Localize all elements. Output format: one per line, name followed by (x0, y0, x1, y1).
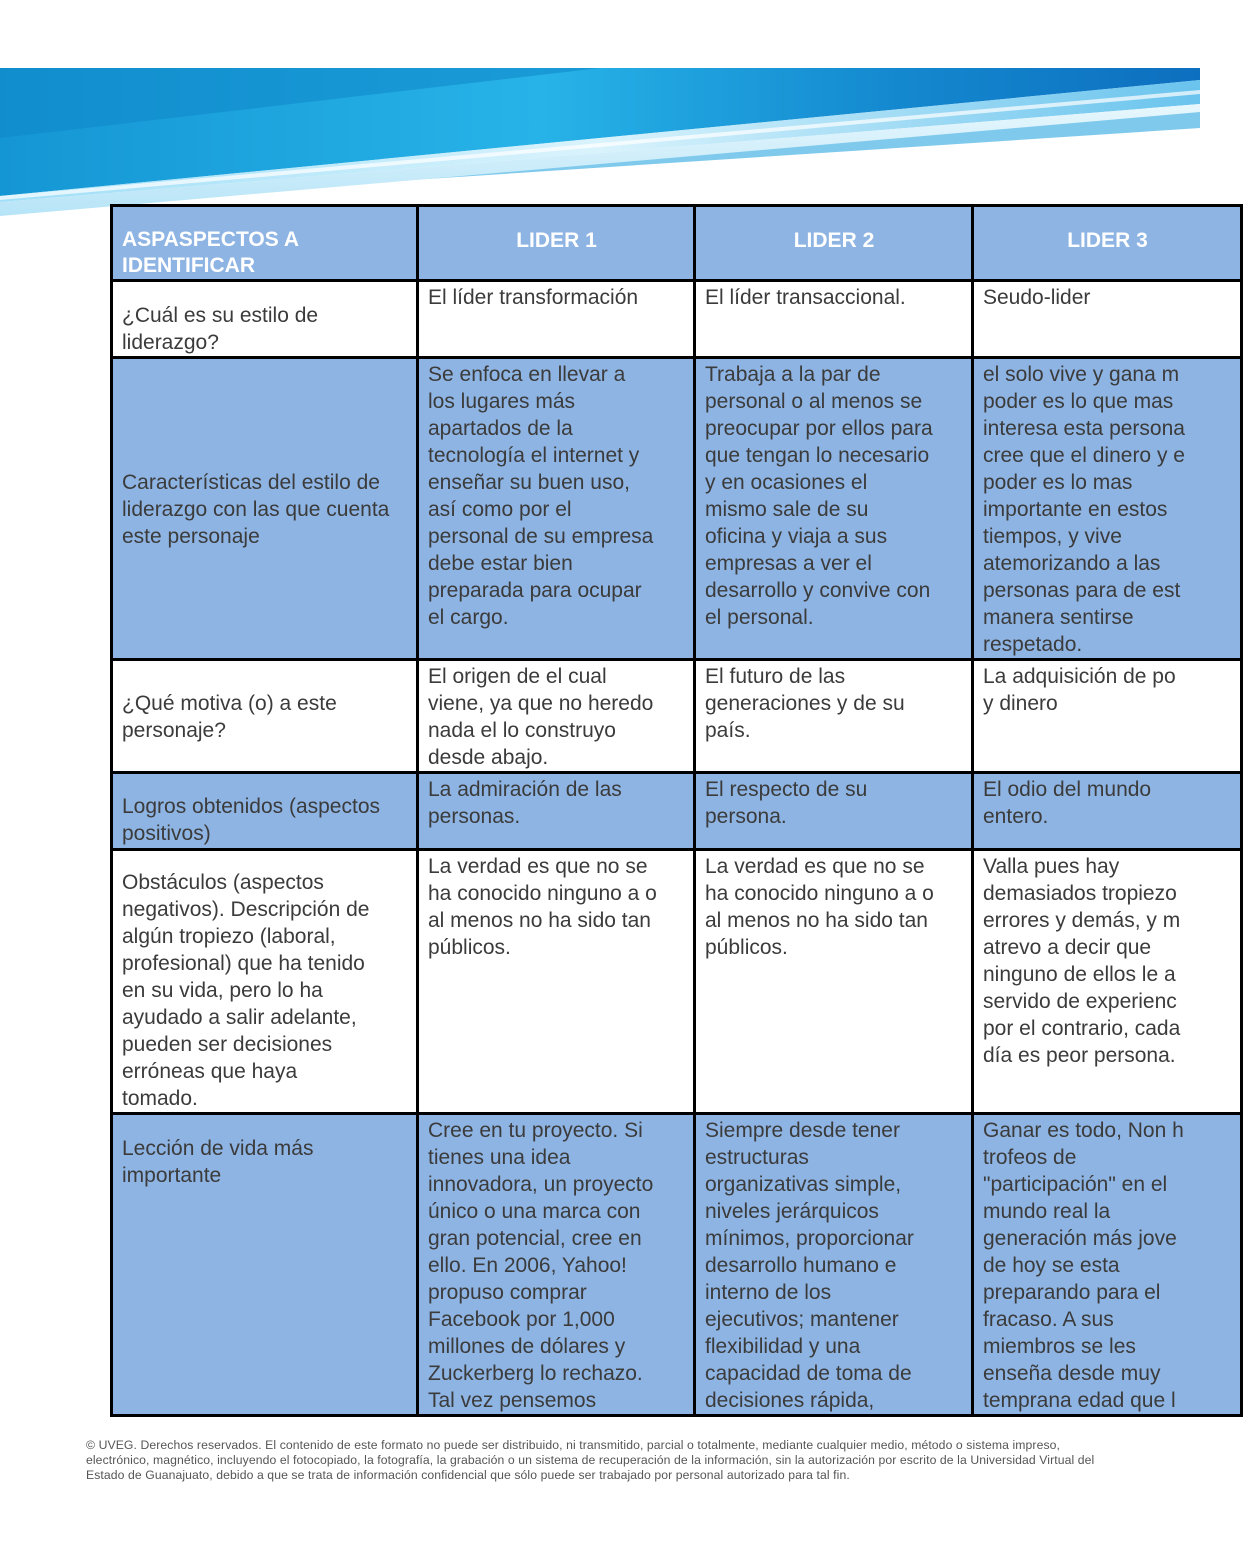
lider2-cell: La verdad es que no se ha conocido ninguno a o al menos no ha sido tan públicos. (695, 850, 973, 1114)
aspect-cell (112, 850, 418, 1114)
lider3-cell: La adquisición de po y dinero (973, 660, 1242, 773)
lider2-cell: Siempre desde tener estructuras organizativas simple, niveles jerárquicos mínimos, proporcionar desarrollo humano e interno de los ejecutivos; mantener flexibilidad y una capacidad de toma de decisiones rápida, (695, 1114, 973, 1416)
lider3-cell: Ganar es todo, Non h trofeos de "participación" en el mundo real la generación más jove de hoy se esta preparando para el fracaso. A sus miembros se les enseña desde muy temprana edad que l (973, 1114, 1242, 1416)
aspect-text: ¿Cuál es su estilo de liderazgo? (122, 304, 319, 354)
leaders-table-container (110, 204, 1200, 1412)
lider3-cell: El odio del mundo entero. (973, 773, 1242, 850)
table-row (112, 660, 1242, 773)
header-lider-2: LIDER 2 (695, 206, 973, 281)
table-row (112, 358, 1242, 660)
aspect-text: Lección de vida más importante (122, 1137, 314, 1187)
lider1-cell: El origen de el cual viene, ya que no heredo nada el lo construyo desde abajo. (418, 660, 695, 773)
lider2-cell: El respecto de su persona. (695, 773, 973, 850)
lider3-cell: Seudo-lider (973, 281, 1242, 358)
aspect-cell (112, 281, 418, 358)
table-row (112, 850, 1242, 1114)
header-lider-3: LIDER 3 (973, 206, 1242, 281)
aspect-text: Obstáculos (aspectos negativos). Descripción de algún tropiezo (laboral, profesional) que ha tenido en su vida, pero lo ha ayudado a salir adelante, pueden ser decisiones erróneas que haya tomado. (122, 871, 370, 1110)
aspect-cell: Características del estilo de liderazgo con las que cuenta este personaje (112, 358, 418, 660)
lider1-cell: El líder transformación (418, 281, 695, 358)
aspect-text: Logros obtenidos (aspectos positivos) (122, 795, 380, 845)
copyright-footer: © UVEG. Derechos reservados. El contenido de este formato no puede ser distribuido, ni transmitido, parcial o totalmente, mediante cualquier medio, método o sistema impreso, electrónico, magnético, incluyendo el fotocopiado, la fotografía, la grabación o un sistema de recuperación de la información, sin la autorización por escrito de la Universidad Virtual del Estado de Guanajuato, debido a que se trata de información confidencial que sólo puede ser trabajado por personal autorizado para tal fin. (86, 1438, 1095, 1482)
lider1-cell: Cree en tu proyecto. Si tienes una idea innovadora, un proyecto único o una marca con gran potencial, cree en ello. En 2006, Yahoo! propuso comprar Facebook por 1,000 millones de dólares y Zuckerberg lo rechazo. Tal vez pensemos (418, 1114, 695, 1416)
table-header-row (112, 206, 1242, 281)
lider3-cell: Valla pues hay demasiados tropiezo errores y demás, y m atrevo a decir que ninguno de ellos le a servido de experienc por el contrario, cada día es peor persona. (973, 850, 1242, 1114)
lider1-cell: La verdad es que no se ha conocido ninguno a o al menos no ha sido tan públicos. (418, 850, 695, 1114)
lider3-cell: el solo vive y gana m poder es lo que mas interesa esta persona cree que el dinero y e poder es lo mas importante en estos tiempos, y vive atemorizando a las personas para de est manera sentirse respetado. (973, 358, 1242, 660)
table-row (112, 1114, 1242, 1416)
lider1-cell: Se enfoca en llevar a los lugares más apartados de la tecnología el internet y enseñar su buen uso, así como por el personal de su empresa debe estar bien preparada para ocupar el cargo. (418, 358, 695, 660)
aspect-cell (112, 1114, 418, 1416)
header-lider-1: LIDER 1 (418, 206, 695, 281)
table-row (112, 773, 1242, 850)
header-banner (0, 68, 1200, 216)
lider2-cell: Trabaja a la par de personal o al menos se preocupar por ellos para que tengan lo necesario y en ocasiones el mismo sale de su oficina y viaja a sus empresas a ver el desarrollo y convive con el personal. (695, 358, 973, 660)
lider2-cell: El futuro de las generaciones y de su país. (695, 660, 973, 773)
leaders-table (110, 204, 1243, 1417)
aspect-cell (112, 773, 418, 850)
table-row (112, 281, 1242, 358)
lider1-cell: La admiración de las personas. (418, 773, 695, 850)
aspect-cell: ¿Qué motiva (o) a este personaje? (112, 660, 418, 773)
lider2-cell: El líder transaccional. (695, 281, 973, 358)
header-aspects: ASPASPECTOS A IDENTIFICAR (112, 206, 418, 281)
